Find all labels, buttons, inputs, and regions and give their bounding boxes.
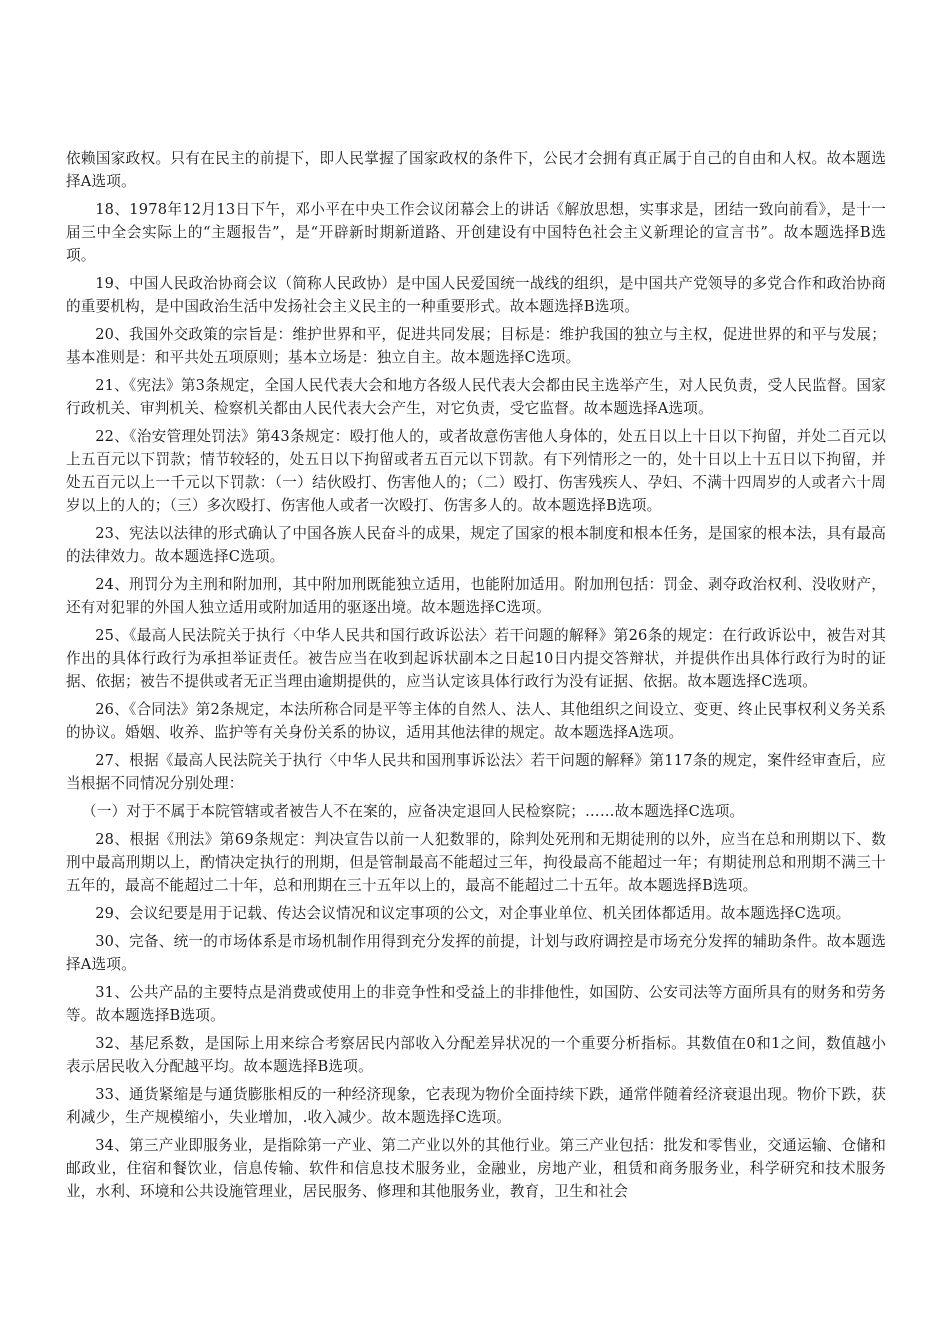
paragraph-28: 28、根据《刑法》第69条规定：判决宣告以前一人犯数罪的，除判处死刑和无期徒刑的以外，应当在总和刑期以下、数刑中最高刑期以上，酌情决定执行的刑期，但是管制最高不能超过三年，拘役最高不能超过一年；有期徒刑总和刑期不满三十五年的，最高不能超过二十年，总和刑期在三十五年以上的，最高不能超过二十五年。故本题选择B选项。 <box>66 831 886 894</box>
paragraph-23: 23、宪法以法律的形式确认了中国各族人民奋斗的成果，规定了国家的根本制度和根本任务，是国家的根本法，具有最高的法律效力。故本题选择C选项。 <box>66 525 886 565</box>
paragraph-30: 30、完备、统一的市场体系是市场机制作用得到充分发挥的前提，计划与政府调控是市场充分发挥的辅助条件。故本题选择A选项。 <box>66 933 886 973</box>
paragraph-17-continuation: 依赖国家政权。只有在民主的前提下，即人民掌握了国家政权的条件下，公民才会拥有真正属于自己的自由和人权。故本题选择A选项。 <box>66 150 886 190</box>
paragraph-27: 27、根据《最高人民法院关于执行〈中华人民共和国刑事诉讼法〉若干问题的解释》第117条的规定，案件经审查后，应当根据不同情况分别处理： <box>66 752 886 792</box>
paragraph-18: 18、1978年12月13日下午，邓小平在中央工作会议闭幕会上的讲话《解放思想，实事求是，团结一致向前看》，是十一届三中全会实际上的“主题报告”，是“开辟新时期新道路、开创建设有中国特色社会主义新理论的宣言书”。故本题选择B选项。 <box>66 201 886 264</box>
paragraph-29: 29、会议纪要是用于记载、传达会议情况和议定事项的公文，对企事业单位、机关团体都适用。故本题选择C选项。 <box>95 905 851 922</box>
paragraph-19: 19、中国人民政治协商会议（简称人民政协）是中国人民爱国统一战线的组织，是中国共产党领导的多党合作和政治协商的重要机构，是中国政治生活中发扬社会主义民主的一种重要形式。故本题选择B选项。 <box>66 275 886 315</box>
paragraph-25: 25、《最高人民法院关于执行〈中华人民共和国行政诉讼法〉若干问题的解释》第26条的规定：在行政诉讼中，被告对其作出的具体行政行为承担举证责任。被告应当在收到起诉状副本之日起10日内提交答辩状，并提供作出具体行政行为时的证据、依据；被告不提供或者无正当理由逾期提供的，应当认定该具体行政行为没有证据、依据。故本题选择C选项。 <box>66 627 886 690</box>
paragraph-33: 33、通货紧缩是与通货膨胀相反的一种经济现象，它表现为物价全面持续下跌，通常伴随着经济衰退出现。物价下跌，获利减少，生产规模缩小，失业增加，.收入减少。故本题选择C选项。 <box>66 1086 886 1126</box>
paragraph-32: 32、基尼系数，是国际上用来综合考察居民内部收入分配差异状况的一个重要分析指标。其数值在0和1之间，数值越小表示居民收入分配越平均。故本题选择B选项。 <box>66 1035 886 1075</box>
answer-explanations <box>66 147 886 1203</box>
paragraph-20: 20、我国外交政策的宗旨是：维护世界和平，促进共同发展；目标是：维护我国的独立与主权，促进世界的和平与发展；基本准则是：和平共处五项原则；基本立场是：独立自主。故本题选择C选项。 <box>66 326 886 366</box>
paragraph-26: 26、《合同法》第2条规定，本法所称合同是平等主体的自然人、法人、其他组织之间设立、变更、终止民事权利义务关系的协议。婚姻、收养、监护等有关身份关系的协议，适用其他法律的规定。故本题选择A选项。 <box>66 701 886 741</box>
paragraph-24: 24、刑罚分为主刑和附加刑，其中附加刑既能独立适用，也能附加适用。附加刑包括：罚金、剥夺政治权利、没收财产，还有对犯罪的外国人独立适用或附加适用的驱逐出境。故本题选择C选项。 <box>66 576 886 616</box>
paragraph-31: 31、公共产品的主要特点是消费或使用上的非竞争性和受益上的非排他性，如国防、公安司法等方面所具有的财务和劳务等。故本题选择B选项。 <box>66 984 886 1024</box>
paragraph-27-item-1: （一）对于不属于本院管辖或者被告人不在案的，应备决定退回人民检察院；……故本题选择C选项。 <box>82 803 745 820</box>
paragraph-21: 21、《宪法》第3条规定，全国人民代表大会和地方各级人民代表大会都由民主选举产生，对人民负责，受人民监督。国家行政机关、审判机关、检察机关都由人民代表大会产生，对它负责，受它监督。故本题选择A选项。 <box>66 377 886 417</box>
paragraph-34: 34、第三产业即服务业，是指除第一产业、第二产业以外的其他行业。第三产业包括：批发和零售业，交通运输、仓储和邮政业，住宿和餐饮业，信息传输、软件和信息技术服务业，金融业，房地产业，租赁和商务服务业，科学研究和技术服务业，水利、环境和公共设施管理业，居民服务、修理和其他服务业，教育，卫生和社会 <box>66 1137 886 1200</box>
paragraph-22: 22、《治安管理处罚法》第43条规定：殴打他人的，或者故意伤害他人身体的，处五日以上十日以下拘留，并处二百元以上五百元以下罚款；情节较轻的，处五日以下拘留或者五百元以下罚款。有下列情形之一的，处十日以上十五日以下拘留，并处五百元以上一千元以下罚款：（一）结伙殴打、伤害他人的；（二）殴打、伤害残疾人、孕妇、不满十四周岁的人或者六十周岁以上的人的；（三）多次殴打、伤害他人或者一次殴打、伤害多人的。故本题选择B选项。 <box>66 428 886 514</box>
